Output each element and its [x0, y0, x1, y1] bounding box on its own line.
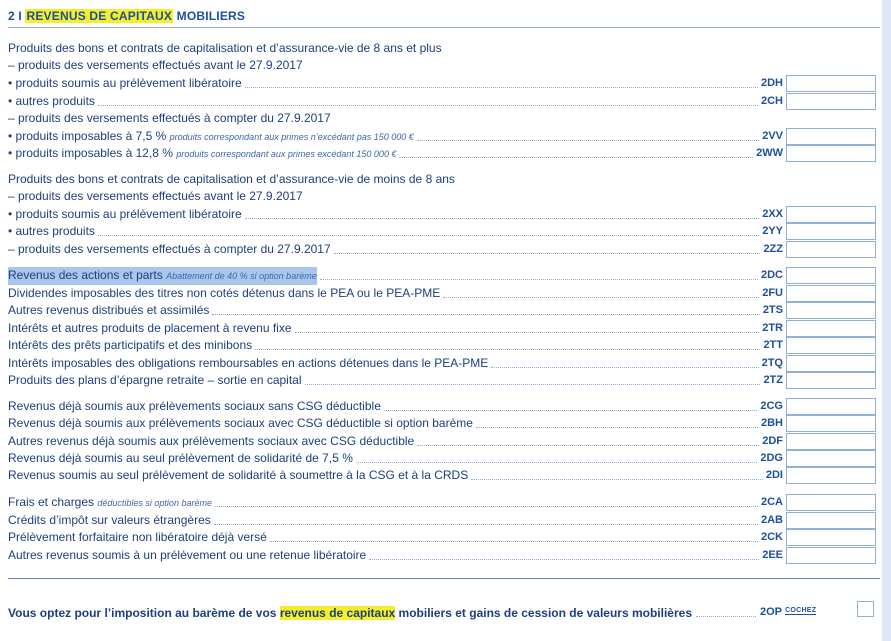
- box-code: 2CK: [760, 531, 783, 543]
- form-row: [8, 40, 882, 57]
- row-label: [8, 110, 331, 127]
- row-label: [8, 223, 95, 240]
- form-row: [8, 285, 882, 302]
- section-title: [8, 9, 245, 23]
- form-row: [8, 337, 882, 354]
- leader-dots: [245, 218, 759, 219]
- row-note: Abattement de 40 % si option barème: [166, 271, 317, 281]
- box-code: 2TZ: [763, 374, 783, 386]
- amount-input-box[interactable]: [786, 93, 876, 110]
- row-label-text: Revenus des actions et parts: [8, 268, 163, 282]
- row-label: [8, 433, 414, 450]
- row-label-text: Frais et charges: [8, 495, 95, 509]
- section-title-rest: MOBILIERS: [173, 9, 246, 23]
- row-label: [8, 93, 95, 110]
- box-code: 2CH: [760, 95, 783, 107]
- row-label-text: • autres produits: [8, 224, 95, 238]
- form-row: [8, 241, 882, 258]
- row-label-text: • autres produits: [8, 94, 95, 108]
- leader-dots: [334, 253, 760, 254]
- row-label: [8, 547, 366, 564]
- leader-dots: [399, 157, 753, 158]
- row-label: [8, 302, 209, 319]
- form-row: [8, 433, 882, 450]
- row-label: [8, 171, 455, 188]
- amount-input-box[interactable]: [786, 529, 876, 546]
- row-label-text: Revenus déjà soumis aux prélèvements sociaux avec CSG déductible si option barème: [8, 416, 473, 430]
- row-label: [8, 241, 331, 258]
- leader-dots: [476, 427, 758, 428]
- amount-input-box[interactable]: [786, 433, 876, 450]
- amount-input-box[interactable]: [786, 398, 876, 415]
- row-label: [8, 467, 468, 484]
- option-text-after: mobiliers et gains de cession de valeurs mobilières: [395, 606, 693, 620]
- row-label-text: Autres revenus distribués et assimilés: [8, 303, 210, 317]
- row-label-text: – produits des versements effectués avant le 27.9.2017: [8, 58, 303, 72]
- amount-input-box[interactable]: [786, 512, 876, 529]
- row-label: [8, 320, 292, 337]
- row-label: [8, 398, 381, 415]
- leader-dots: [369, 559, 759, 560]
- box-code: 2TS: [762, 304, 783, 316]
- option-text-before: Vous optez pour l’imposition au barème de vos: [8, 606, 280, 620]
- leader-dots: [98, 105, 758, 106]
- row-label-text: Intérêts imposables des obligations remboursables en actions détenues dans le PEA-PME: [8, 356, 489, 370]
- row-note: produits correspondant aux primes excédant 150 000 €: [176, 149, 397, 159]
- row-label-text: Produits des bons et contrats de capitalisation et d’assurance-vie de moins de 8 ans: [8, 172, 455, 186]
- form-row: [8, 206, 882, 223]
- leader-dots: [212, 314, 760, 315]
- row-label-text: • produits soumis au prélèvement libératoire: [8, 207, 242, 221]
- row-label: [8, 529, 267, 546]
- row-label: [8, 415, 473, 432]
- amount-input-box[interactable]: [786, 206, 876, 223]
- box-code: 2TQ: [761, 357, 783, 369]
- row-label-text: – produits des versements effectués avant le 27.9.2017: [8, 189, 303, 203]
- leader-dots: [305, 384, 760, 385]
- row-label-text: Produits des plans d’épargne retraite – sortie en capital: [8, 373, 302, 387]
- leader-dots: [270, 541, 758, 542]
- row-label: [8, 355, 488, 372]
- box-code: 2FU: [762, 287, 783, 299]
- row-label: [8, 206, 242, 223]
- amount-input-box[interactable]: [786, 494, 876, 511]
- option-statement: [8, 606, 692, 620]
- cochez-label: COCHEZ: [785, 607, 817, 614]
- box-code: 2XX: [762, 208, 783, 220]
- option-checkbox[interactable]: [857, 601, 874, 617]
- section-title-highlight: REVENUS DE CAPITAUX: [26, 9, 173, 23]
- row-label: [8, 372, 302, 389]
- row-label: [8, 494, 212, 512]
- form-row: [8, 128, 882, 145]
- amount-input-box[interactable]: [786, 320, 876, 337]
- row-label: [8, 188, 303, 205]
- leader-dots: [214, 524, 758, 525]
- amount-input-box[interactable]: [786, 223, 876, 240]
- form-row: [8, 467, 882, 484]
- row-label: [8, 145, 396, 163]
- row-label-text: Revenus déjà soumis au seul prélèvement de solidarité de 7,5 %: [8, 451, 353, 465]
- leader-dots: [356, 462, 757, 463]
- amount-input-box[interactable]: [786, 267, 876, 284]
- box-code: 2CA: [760, 496, 783, 508]
- row-label: [8, 40, 442, 57]
- form-row: [8, 267, 882, 284]
- box-code: 2DG: [760, 452, 783, 464]
- row-label-text: Produits des bons et contrats de capitalisation et d’assurance-vie de 8 ans et plus: [8, 41, 442, 55]
- row-label: [8, 285, 440, 302]
- box-code: 2VV: [762, 130, 783, 142]
- leader-dots: [417, 140, 759, 141]
- row-label-text: Prélèvement forfaitaire non libératoire déjà versé: [8, 530, 267, 544]
- option-code: 2OP: [760, 606, 783, 618]
- option-text-highlight: revenus de capitaux: [279, 606, 396, 620]
- form-row: [8, 372, 882, 389]
- amount-input-box[interactable]: [786, 547, 876, 564]
- leader-dots: [245, 87, 758, 88]
- form-row: [8, 302, 882, 319]
- amount-input-box[interactable]: [786, 355, 876, 372]
- form-row: [8, 415, 882, 432]
- leader-dots: [98, 235, 759, 236]
- box-code: 2EE: [762, 549, 783, 561]
- right-page-border: [882, 0, 891, 641]
- amount-input-box[interactable]: [786, 372, 876, 389]
- row-label-text: – produits des versements effectués à compter du 27.9.2017: [8, 242, 331, 256]
- row-label-text: • produits imposables à 12,8 %: [8, 146, 173, 160]
- form-row: [8, 398, 882, 415]
- leader-dots: [295, 332, 759, 333]
- row-label: [8, 267, 317, 285]
- amount-input-box[interactable]: [786, 241, 876, 258]
- box-code: 2BH: [760, 417, 783, 429]
- row-label-text: – produits des versements effectués à compter du 27.9.2017: [8, 111, 331, 125]
- box-code: 2DI: [765, 469, 783, 481]
- form-row: [8, 188, 882, 205]
- box-code: 2WW: [756, 147, 783, 159]
- row-label: [8, 75, 242, 92]
- form-row: [8, 512, 882, 529]
- row-label-text: Crédits d’impôt sur valeurs étrangères: [8, 513, 211, 527]
- form-row: [8, 320, 882, 337]
- row-label: [8, 450, 353, 467]
- row-label-text: Dividendes imposables des titres non cotés détenus dans le PEA ou le PEA-PME: [8, 286, 441, 300]
- leader-dots: [215, 506, 758, 507]
- amount-input-box[interactable]: [786, 75, 876, 92]
- leader-dots: [491, 367, 759, 368]
- box-code: 2ZZ: [763, 243, 783, 255]
- leader-dots: [471, 479, 763, 480]
- form-row: [8, 529, 882, 546]
- box-code: 2AB: [760, 514, 783, 526]
- amount-input-box[interactable]: [786, 128, 876, 145]
- box-code: 2DH: [760, 77, 783, 89]
- box-code: 2TR: [762, 322, 783, 334]
- row-label: [8, 57, 303, 74]
- row-label: [8, 128, 414, 146]
- leader-dots: [443, 297, 759, 298]
- amount-input-box[interactable]: [786, 337, 876, 354]
- row-label: [8, 512, 211, 529]
- leader-dots: [384, 410, 757, 411]
- box-code: 2DF: [762, 435, 783, 447]
- form-row: [8, 450, 882, 467]
- amount-input-box[interactable]: [786, 145, 876, 162]
- form-row: [8, 171, 882, 188]
- form-row: [8, 223, 882, 240]
- row-label-text: Autres revenus déjà soumis aux prélèvements sociaux avec CSG déductible: [8, 434, 415, 448]
- row-label: [8, 337, 252, 354]
- form-row: [8, 355, 882, 372]
- box-code: 2TT: [763, 339, 783, 351]
- title-divider: [8, 27, 880, 28]
- form-row: [8, 110, 882, 127]
- option-leader-dots: [696, 616, 756, 617]
- row-label-text: Intérêts et autres produits de placement à revenu fixe: [8, 321, 292, 335]
- section-number: 2 I: [8, 9, 26, 23]
- form-row: [8, 547, 882, 564]
- leader-dots: [320, 279, 758, 280]
- row-label-text: • produits imposables à 7,5 %: [8, 129, 167, 143]
- leader-dots: [417, 445, 759, 446]
- row-note: déductibles si option barème: [97, 498, 212, 508]
- row-label-text: • produits soumis au prélèvement libératoire: [8, 76, 242, 90]
- amount-input-box[interactable]: [786, 302, 876, 319]
- row-label-text: Revenus déjà soumis aux prélèvements sociaux sans CSG déductible: [8, 399, 381, 413]
- row-label-text: Autres revenus soumis à un prélèvement ou une retenue libératoire: [8, 548, 367, 562]
- amount-input-box[interactable]: [786, 415, 876, 432]
- leader-dots: [255, 349, 760, 350]
- box-code: 2YY: [762, 225, 783, 237]
- amount-input-box[interactable]: [786, 285, 876, 302]
- form-row: [8, 75, 882, 92]
- section-divider: [8, 578, 880, 579]
- row-label-text: Revenus soumis au seul prélèvement de solidarité à soumettre à la CSG et à la CRDS: [8, 468, 469, 482]
- form-row: [8, 93, 882, 110]
- form-row: [8, 494, 882, 511]
- box-code: 2DC: [760, 269, 783, 281]
- amount-input-box[interactable]: [786, 450, 876, 467]
- box-code: 2CG: [760, 400, 783, 412]
- form-row: [8, 145, 882, 162]
- form-row: [8, 57, 882, 74]
- row-note: produits correspondant aux primes n’excédant pas 150 000 €: [169, 132, 414, 142]
- amount-input-box[interactable]: [786, 467, 876, 484]
- row-label-text: Intérêts des prêts participatifs et des minibons: [8, 338, 253, 352]
